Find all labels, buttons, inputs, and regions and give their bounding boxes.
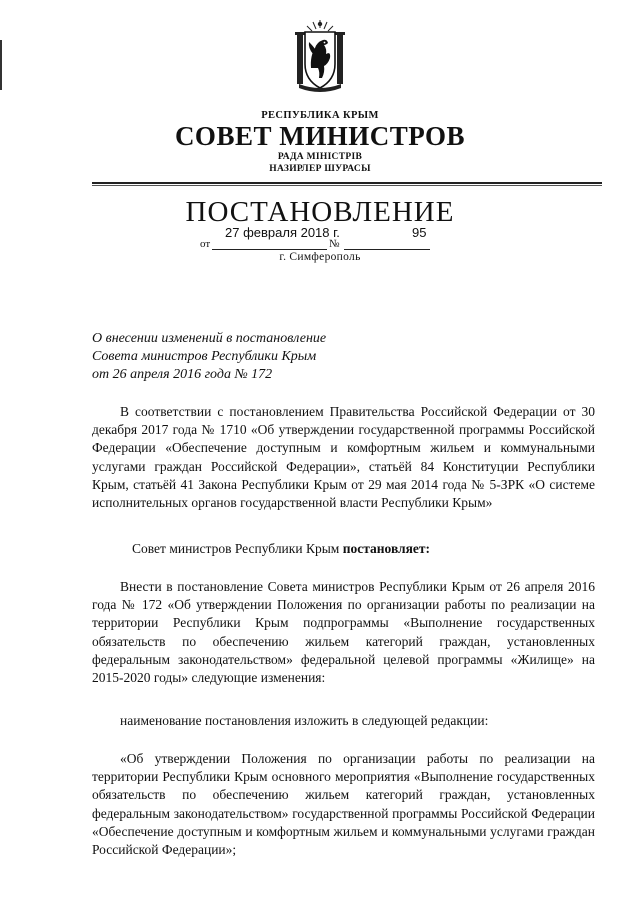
issuer-name: СОВЕТ МИНИСТРОВ [174,121,466,151]
subject-line: О внесении изменений в постановление [92,331,327,346]
resolution-verb: постановляет: [342,541,431,556]
number-label: № [329,238,340,250]
document-title: ПОСТАНОВЛЕНИЕ [185,196,455,228]
scan-edge-mark [0,40,2,90]
issuer-name-crimean-tatar: НАЗИРЛЕР ШУРАСЫ [269,164,371,174]
header-divider-thin [92,185,602,186]
subject-line: Совета министров Республики Крым [92,349,317,364]
resolution-paragraph [92,540,595,558]
city-line: г. Симферополь [279,251,361,263]
document-date: 27 февраля 2018 г. [225,225,340,240]
document-subject [92,330,392,384]
crimea-coat-of-arms-icon [293,18,347,94]
date-label: от [200,238,211,250]
issuer-name-ukrainian: РАДА МІНІСТРІВ [277,152,363,162]
date-underline [212,249,327,250]
republic-name: РЕСПУБЛИКА КРЫМ [261,110,379,121]
number-underline [344,249,430,250]
subject-line: от 26 апреля 2016 года № 172 [92,367,273,382]
header-divider [92,182,602,184]
preamble-paragraph: В соответствии с постановлением Правительства Российской Федерации от 30 декабря 2017 года № 1710 «Об утверждении государственной программы Российской Федерации «Обеспечение доступным и комфортным жильем и коммунальными услугами граждан Российской Федерации», статьёй 84 Конституции Республики Крым, статьёй 41 Закона Республики Крым от 29 мая 2014 года № 5-ЗРК «О системе исполнительных органов государственной власти Республики Крым» [92,404,595,511]
new-title-paragraph: «Об утверждении Положения по организации работы по реализации на территории Республики Крым основного мероприятия «Выполнение государственных обязательств по обеспечению жильем категорий граждан, установленных федеральным законодательством» государственной программы Российской Федерации «Обеспечение доступным и комфортным жильем и коммунальными услугами граждан Российской Федерации»; [92,751,595,858]
instruction-paragraph: наименование постановления изложить в следующей редакции: [120,713,489,728]
amendment-paragraph: Внести в постановление Совета министров Республики Крым от 26 апреля 2016 года № 172 «Об утверждении Положения по организации работы по реализации на территории Республики Крым подпрограммы «Выполнение государственных обязательств по обеспечению жильем категорий граждан, установленных федеральным законодательством» федеральной целевой программы «Жилище» на 2015-2020 годы» следующие изменения: [92,579,595,686]
document-number: 95 [412,225,427,240]
resolution-lead: Совет министров Республики Крым [132,541,343,556]
